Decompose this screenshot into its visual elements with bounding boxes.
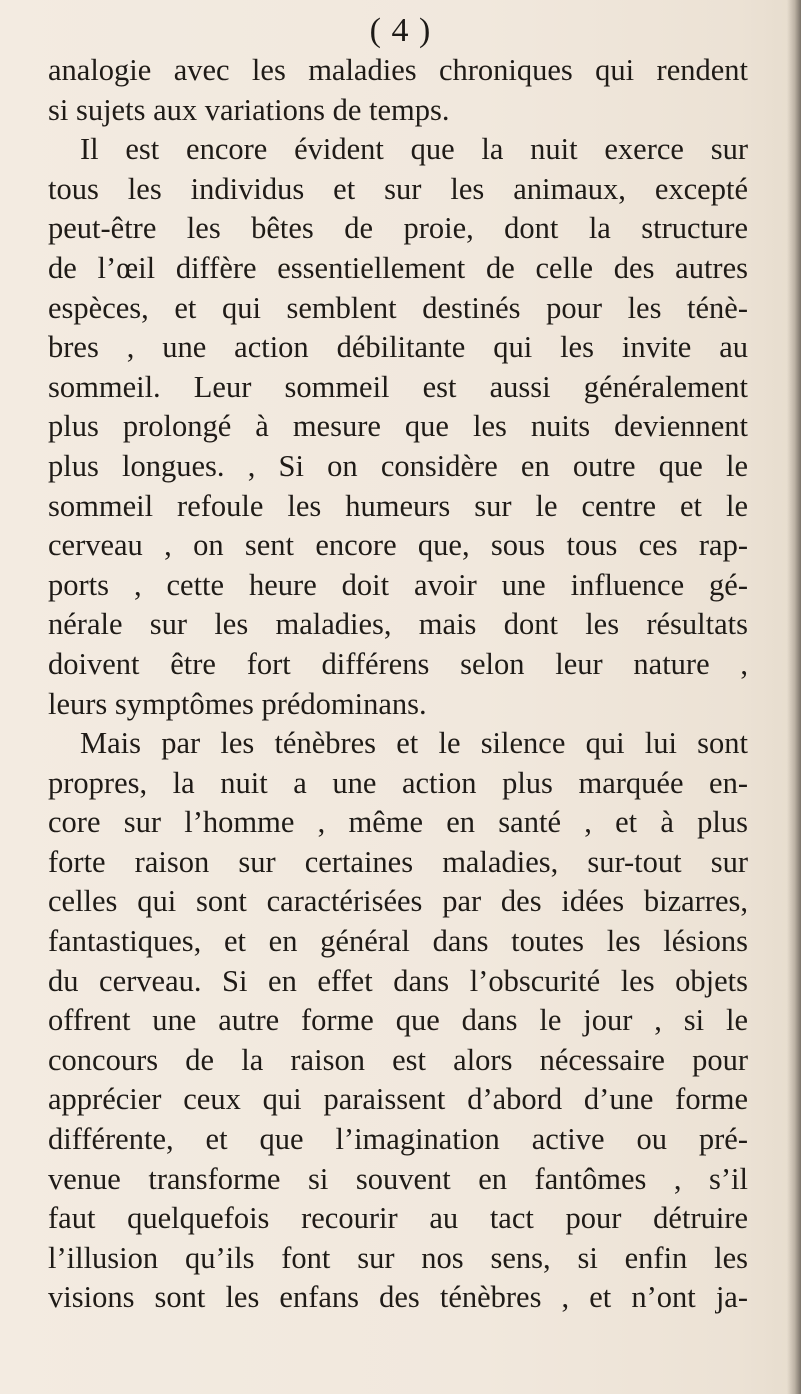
text-line: tous les individus et sur les animaux, excepté	[48, 171, 748, 206]
text-line: analogie avec les maladies chroniques qui rendent	[48, 53, 748, 87]
text-line: cerveau , on sent encore que, sous tous ces rap-	[48, 528, 748, 563]
text-line: faut quelquefois recourir au tact pour détruire	[48, 1201, 748, 1236]
text-line: celles qui sont caractérisées par des idées bizarres,	[48, 884, 748, 919]
text-line: différente, et que l’imagination active ou pré-	[48, 1122, 748, 1157]
text-line: du cerveau. Si en effet dans l’obscurité les objets	[48, 963, 748, 998]
text-line: nérale sur les maladies, mais dont les résultats	[48, 607, 748, 642]
page-number: ( 4 )	[369, 12, 432, 49]
text-line: visions sont les enfans des ténèbres , et n’ont ja-	[48, 1280, 748, 1315]
text-line: espèces, et qui semblent destinés pour les ténè-	[48, 290, 748, 325]
page-edge-shadow	[787, 0, 801, 1394]
text-line: leurs symptômes prédominans.	[48, 686, 427, 721]
text-line: venue transforme si souvent en fantômes , s’il	[48, 1161, 748, 1196]
text-line: fantastiques, et en général dans toutes les lésions	[48, 924, 748, 959]
text-line: core sur l’homme , même en santé , et à plus	[48, 805, 748, 840]
text-line: doivent être fort différens selon leur nature ,	[48, 646, 748, 681]
text-line: bres , une action débilitante qui les invite au	[48, 330, 748, 365]
text-line: ports , cette heure doit avoir une influence gé-	[48, 567, 748, 602]
text-line: plus longues. , Si on considère en outre que le	[48, 448, 748, 483]
text-line: de l’œil diffère essentiellement de celle des autres	[48, 250, 748, 285]
text-line: plus prolongé à mesure que les nuits deviennent	[48, 409, 748, 444]
text-line: sommeil. Leur sommeil est aussi généralement	[48, 369, 748, 404]
text-line: peut-être les bêtes de proie, dont la structure	[48, 211, 748, 246]
text-line: sommeil refoule les humeurs sur le centre et le	[48, 488, 748, 523]
text-line: apprécier ceux qui paraissent d’abord d’une forme	[48, 1082, 748, 1117]
text-line: Il est encore évident que la nuit exerce sur	[80, 132, 748, 167]
text-line: offrent une autre forme que dans le jour , si le	[48, 1003, 748, 1038]
text-line: Mais par les ténèbres et le silence qui lui sont	[80, 726, 748, 761]
text-line: si sujets aux variations de temps.	[48, 92, 450, 127]
text-line: concours de la raison est alors nécessaire pour	[48, 1042, 748, 1077]
text-line: propres, la nuit a une action plus marquée en-	[48, 765, 748, 800]
text-line: l’illusion qu’ils font sur nos sens, si enfin les	[48, 1240, 748, 1275]
body-text	[48, 51, 748, 1318]
text-line: forte raison sur certaines maladies, sur-tout sur	[48, 844, 748, 879]
